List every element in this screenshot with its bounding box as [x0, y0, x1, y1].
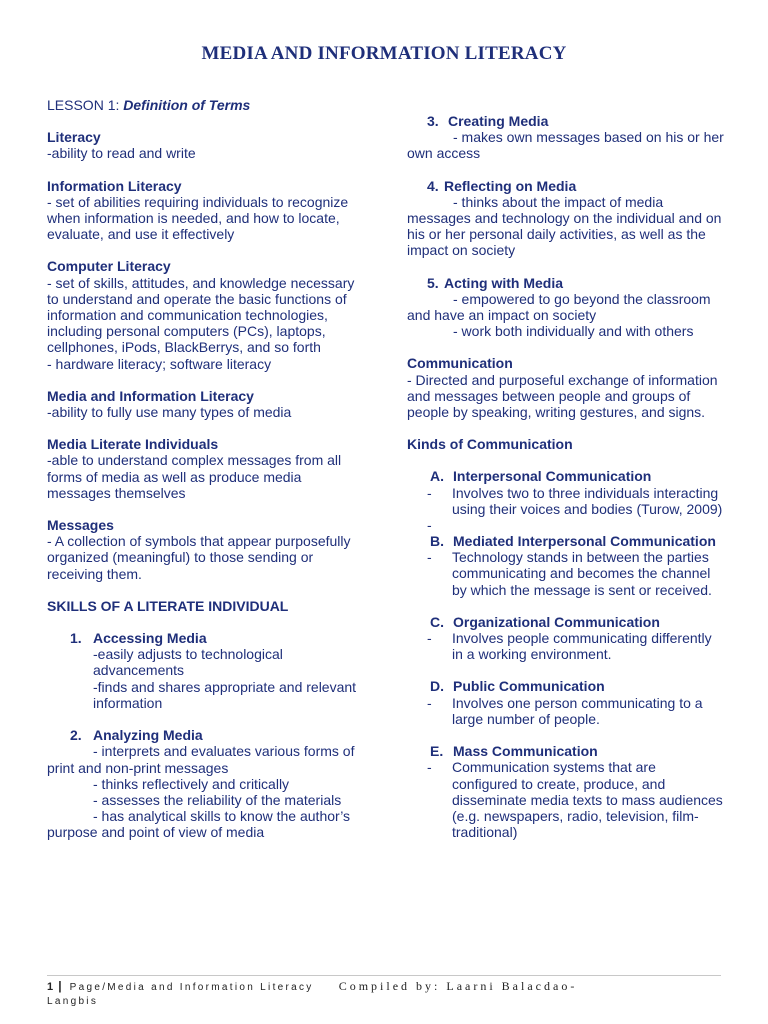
lesson-subtitle: Definition of Terms	[123, 97, 251, 113]
footer-page-label: Page/Media and Information Literacy	[69, 982, 314, 993]
term-title: Communication	[407, 355, 513, 372]
dash-bullet: -	[427, 549, 432, 566]
term-definition: - Directed and purposeful exchange of information and messages between people and groups of people by speaking, writing gestures, and signs.	[407, 371, 718, 421]
skill-line: - work both individually and with others	[453, 323, 694, 340]
kind-title	[407, 468, 725, 484]
kind-letter: B.	[430, 533, 444, 550]
term-communication	[407, 355, 725, 420]
kind-title-text: Mediated Interpersonal Communication	[453, 533, 716, 550]
kind-interpersonal	[407, 468, 725, 533]
kind-description	[407, 549, 725, 598]
skill-line: - thinks about the impact of media messages and technology on the individual and on his or her personal daily activities, as well as the impact on society	[407, 193, 722, 259]
term-title: Information Literacy	[47, 177, 182, 194]
skill-reflecting-media	[407, 178, 725, 259]
kind-description	[407, 485, 725, 517]
term-definition: - set of abilities requiring individuals to recognize when information is needed, and how to locate, evaluate, and use it effectively	[47, 193, 349, 243]
skill-line: - has analytical skills to know the author’s purpose and point of view of media	[47, 808, 351, 841]
lesson-label: LESSON 1:	[47, 97, 120, 113]
term-definition: - set of skills, attitudes, and knowledge necessary to understand and operate the basic functions of information and communication technologies, including personal computers (PCs), laptops, cellphones, iPods, BlackBerrys, and so forth - hardware literacy; software literacy	[47, 274, 355, 372]
term-title: Media and Information Literacy	[47, 387, 254, 404]
skill-title	[47, 727, 367, 743]
footer-compiled-cont: Langbis	[47, 996, 99, 1007]
term-definition: -able to understand complex messages from all forms of media as well as produce media messages themselves	[47, 452, 342, 501]
kind-title-text: Mass Communication	[453, 743, 598, 760]
kind-description	[407, 759, 725, 840]
skill-line: -finds and shares appropriate and relevant information	[93, 678, 357, 711]
skill-title-text: Reflecting on Media	[444, 177, 577, 194]
skill-number: 2.	[70, 727, 82, 744]
kind-public	[407, 678, 725, 727]
skill-line: - assesses the reliability of the materials	[93, 791, 342, 808]
kind-description-text: Communication systems that are configured to create, produce, and disseminate media texts to mass audiences (e.g. newspapers, radio, television, film- traditional)	[452, 759, 723, 841]
skill-number: 4.	[427, 177, 439, 194]
skill-acting-media	[407, 275, 725, 340]
left-column	[47, 97, 367, 857]
term-media-information-literacy	[47, 388, 367, 420]
term-title: Computer Literacy	[47, 258, 171, 275]
dash-bullet: -	[427, 517, 432, 534]
kind-title-text: Public Communication	[453, 678, 605, 695]
kind-letter: D.	[430, 678, 444, 695]
skill-title-text: Creating Media	[448, 113, 549, 129]
skill-creating-media	[407, 113, 725, 162]
dash-bullet: -	[427, 484, 432, 501]
footer-separator: |	[58, 979, 62, 993]
term-computer-literacy	[47, 258, 367, 371]
kind-letter: A.	[430, 468, 444, 485]
kind-title	[407, 533, 725, 549]
skill-title-text: Accessing Media	[93, 630, 207, 647]
term-definition: -ability to fully use many types of media	[47, 404, 292, 421]
kind-mass	[407, 743, 725, 840]
dash-bullet: -	[427, 630, 432, 647]
skill-accessing-media	[47, 630, 367, 711]
skill-title	[47, 630, 367, 646]
kind-mediated-interpersonal	[407, 533, 725, 598]
skill-line: - empowered to go beyond the classroom and have an impact on society	[407, 290, 711, 324]
skill-number: 1.	[70, 630, 82, 647]
kind-title	[407, 743, 725, 759]
term-literacy	[47, 129, 367, 161]
kind-title	[407, 614, 725, 630]
skill-title-text: Analyzing Media	[93, 727, 203, 744]
kind-title-text: Organizational Communication	[453, 613, 660, 630]
lesson-heading	[47, 97, 367, 113]
term-messages	[47, 517, 367, 582]
page-footer	[47, 979, 721, 1009]
kind-description	[407, 630, 725, 662]
skill-line: -easily adjusts to technological advancements	[93, 646, 283, 679]
footer-compiled-by: Compiled by: Laarni Balacdao-	[338, 979, 578, 993]
term-title: Media Literate Individuals	[47, 436, 219, 453]
term-title: Messages	[47, 517, 114, 534]
empty-bullet	[407, 517, 725, 533]
skills-heading: SKILLS OF A LITERATE INDIVIDUAL	[47, 597, 289, 614]
dash-bullet: -	[427, 694, 432, 711]
skill-title	[407, 178, 725, 194]
kind-organizational	[407, 614, 725, 663]
right-column	[407, 113, 725, 856]
kind-title	[407, 678, 725, 694]
kind-description	[407, 695, 725, 727]
term-title: Literacy	[47, 129, 101, 146]
page-number: 1	[47, 981, 54, 993]
kind-letter: C.	[430, 613, 444, 630]
skill-line: - thinks reflectively and critically	[93, 775, 290, 792]
kind-description-text: Involves two to three individuals interacting using their voices and bodies (Turow, 2009)	[452, 484, 723, 517]
kind-description-text: Involves one person communicating to a large number of people.	[452, 694, 703, 727]
skill-analyzing-media	[47, 727, 367, 840]
kind-description-text: Technology stands in between the parties communicating and becomes the channel by which the message is sent or received.	[452, 549, 712, 598]
skill-title-text: Acting with Media	[444, 274, 563, 291]
skill-number: 3.	[427, 113, 439, 129]
kind-letter: E.	[430, 743, 444, 760]
kind-title-text: Interpersonal Communication	[453, 468, 652, 485]
skill-title	[407, 113, 725, 129]
term-definition: -ability to read and write	[47, 145, 196, 162]
term-media-literate-individuals	[47, 436, 367, 501]
term-information-literacy	[47, 178, 367, 243]
footer-divider	[47, 975, 721, 976]
skill-line: - makes own messages based on his or her own access	[407, 129, 724, 162]
dash-bullet: -	[427, 759, 432, 776]
document-title: MEDIA AND INFORMATION LITERACY	[201, 43, 567, 64]
skill-line: - interprets and evaluates various forms of print and non-print messages	[47, 743, 355, 776]
kinds-heading: Kinds of Communication	[407, 436, 573, 453]
term-definition: - A collection of symbols that appear purposefully organized (meaningful) to those sending or receiving them.	[47, 533, 351, 582]
skill-title	[407, 275, 725, 291]
kind-description-text: Involves people communicating differently in a working environment.	[452, 630, 712, 663]
skill-number: 5.	[427, 274, 439, 291]
